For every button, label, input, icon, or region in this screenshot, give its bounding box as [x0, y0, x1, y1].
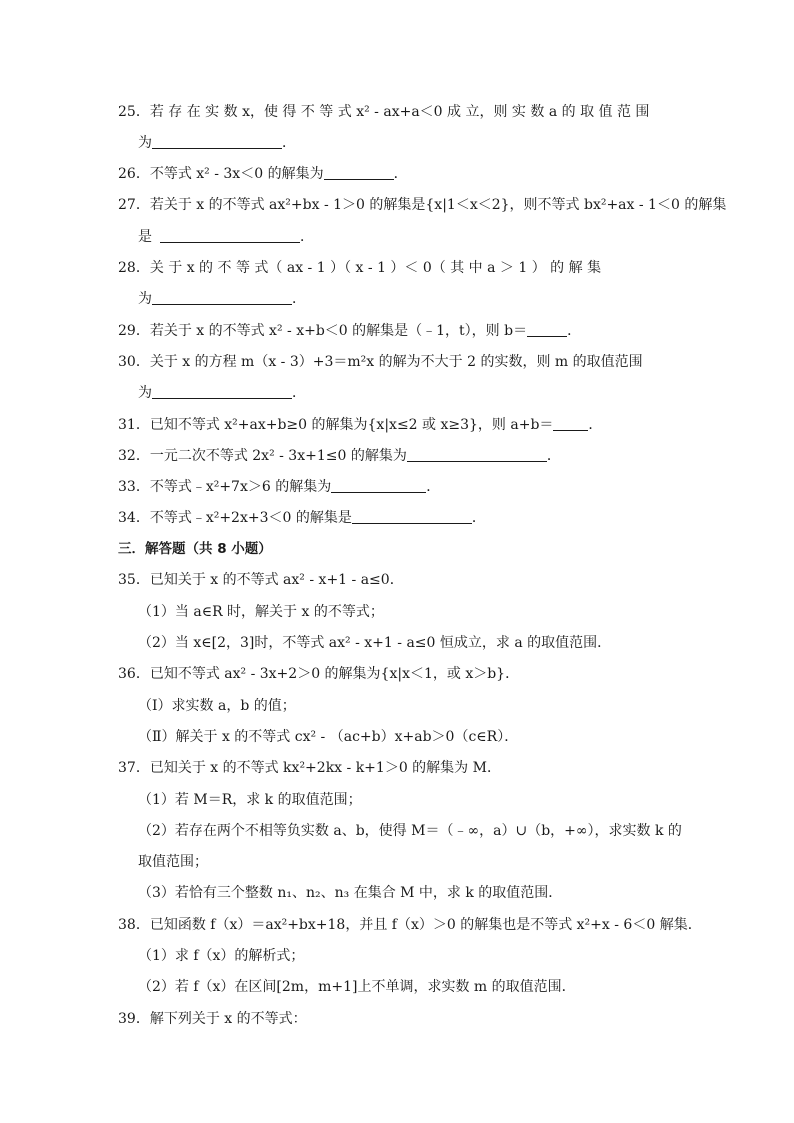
question-34-text: 34．不等式﹣x²+2x+3＜0 的解集是 — [118, 510, 352, 526]
question-25-line2 — [138, 133, 296, 153]
question-32-end: ． — [546, 448, 561, 464]
question-32 — [118, 446, 561, 466]
question-37-part2-line2: 取值范围； — [138, 854, 208, 870]
section-heading-3: 三．解答题（共 8 小题） — [118, 541, 272, 557]
answer-blank-32[interactable] — [407, 447, 547, 462]
question-31-text: 31．已知不等式 x²+ax+b≥0 的解集为{x|x≤2 或 x≥3}，则 a+b＝ — [118, 417, 554, 433]
question-38-part1: （1）求 f（x）的解析式； — [138, 948, 305, 964]
question-38-part2: （2）若 f（x）在区间[2m，m+1]上不单调，求实数 m 的取值范围． — [138, 979, 576, 995]
question-34 — [118, 508, 486, 528]
question-27-line2 — [138, 227, 314, 247]
question-28-lead: 为 — [138, 291, 152, 307]
question-36-part2: （Ⅱ）解关于 x 的不等式 cx² - （ac+b）x+ab＞0（c∈R）． — [138, 729, 519, 745]
question-32-text: 32．一元二次不等式 2x² - 3x+1≤0 的解集为 — [118, 448, 407, 464]
question-25-lead: 为 — [138, 135, 152, 151]
question-36-part1: （Ⅰ）求实数 a，b 的值； — [138, 698, 296, 714]
question-31-end: ． — [588, 417, 603, 433]
question-28-end: ． — [292, 291, 306, 307]
question-37-stem: 37．已知关于 x 的不等式 kx²+2kx - k+1＞0 的解集为 M． — [118, 760, 501, 776]
answer-blank-34[interactable] — [352, 509, 472, 524]
question-27-end: ． — [300, 229, 314, 245]
question-25-line1: 25．若 存 在 实 数 x，使 得 不 等 式 x² - ax+a＜0 成 立，则 实 数 a 的 取 值 范 围 — [118, 104, 650, 120]
question-37-part3: （3）若恰有三个整数 n₁、n₂、n₃ 在集合 M 中，求 k 的取值范围． — [138, 885, 563, 901]
question-26-end: ． — [393, 166, 408, 182]
question-30-lead: 为 — [138, 385, 152, 401]
answer-blank-29[interactable] — [527, 322, 567, 337]
question-25-end: ． — [282, 135, 296, 151]
question-30-end: ． — [292, 385, 306, 401]
question-39-stem: 39．解下列关于 x 的不等式： — [118, 1011, 307, 1027]
question-27-lead: 是 — [138, 229, 152, 245]
question-26-text: 26．不等式 x² - 3x＜0 的解集为 — [118, 166, 324, 182]
question-29 — [118, 321, 581, 341]
question-28-line1: 28．关 于 x 的 不 等 式（ ax - 1 ）（ x - 1 ）＜ 0（ 其 中 a ＞ 1 ） 的 解 集 — [118, 260, 602, 276]
question-33-end: ． — [426, 479, 441, 495]
question-31 — [118, 415, 602, 435]
question-26 — [118, 164, 408, 184]
question-28-line2 — [138, 289, 306, 309]
question-36-stem: 36．已知不等式 ax² - 3x+2＞0 的解集为{x|x＜1，或 x＞b}． — [118, 666, 520, 682]
answer-blank-27[interactable] — [160, 228, 300, 243]
answer-blank-31[interactable] — [553, 416, 588, 431]
answer-blank-30[interactable] — [152, 384, 292, 399]
question-27-line1: 27．若关于 x 的不等式 ax²+bx - 1＞0 的解集是{x|1＜x＜2}，则不等式 bx²+ax - 1＜0 的解集 — [118, 197, 727, 213]
question-33-text: 33．不等式﹣x²+7x＞6 的解集为 — [118, 479, 332, 495]
question-29-text: 29．若关于 x 的不等式 x² - x+b＜0 的解集是（﹣1，t），则 b＝ — [118, 323, 528, 339]
answer-blank-28[interactable] — [152, 290, 292, 305]
question-29-end: ． — [567, 323, 582, 339]
question-30-line2 — [138, 383, 306, 403]
question-37-part1: （1）若 M＝R，求 k 的取值范围； — [138, 792, 362, 808]
answer-blank-26[interactable] — [324, 165, 394, 180]
answer-blank-33[interactable] — [331, 478, 426, 493]
question-33 — [118, 477, 440, 497]
question-30-line1: 30．关于 x 的方程 m（x - 3）+3＝m²x 的解为不大于 2 的实数，则 m 的取值范围 — [118, 354, 643, 370]
question-35-stem: 35．已知关于 x 的不等式 ax² - x+1 - a≤0． — [118, 572, 404, 588]
question-34-end: ． — [471, 510, 486, 526]
question-37-part2-line1: （2）若存在两个不相等负实数 a、b，使得 M＝（﹣∞，a）∪（b，+∞），求实数 k 的 — [138, 823, 682, 839]
answer-blank-25[interactable] — [152, 134, 282, 149]
question-38-stem: 38．已知函数 f（x）＝ax²+bx+18，并且 f（x）＞0 的解集也是不等式 x²+x - 6＜0 解集． — [118, 917, 702, 933]
question-35-part1: （1）当 a∈R 时，解关于 x 的不等式； — [138, 604, 384, 620]
question-35-part2: （2）当 x∈[2，3]时，不等式 ax² - x+1 - a≤0 恒成立，求 a 的取值范围． — [138, 635, 612, 651]
